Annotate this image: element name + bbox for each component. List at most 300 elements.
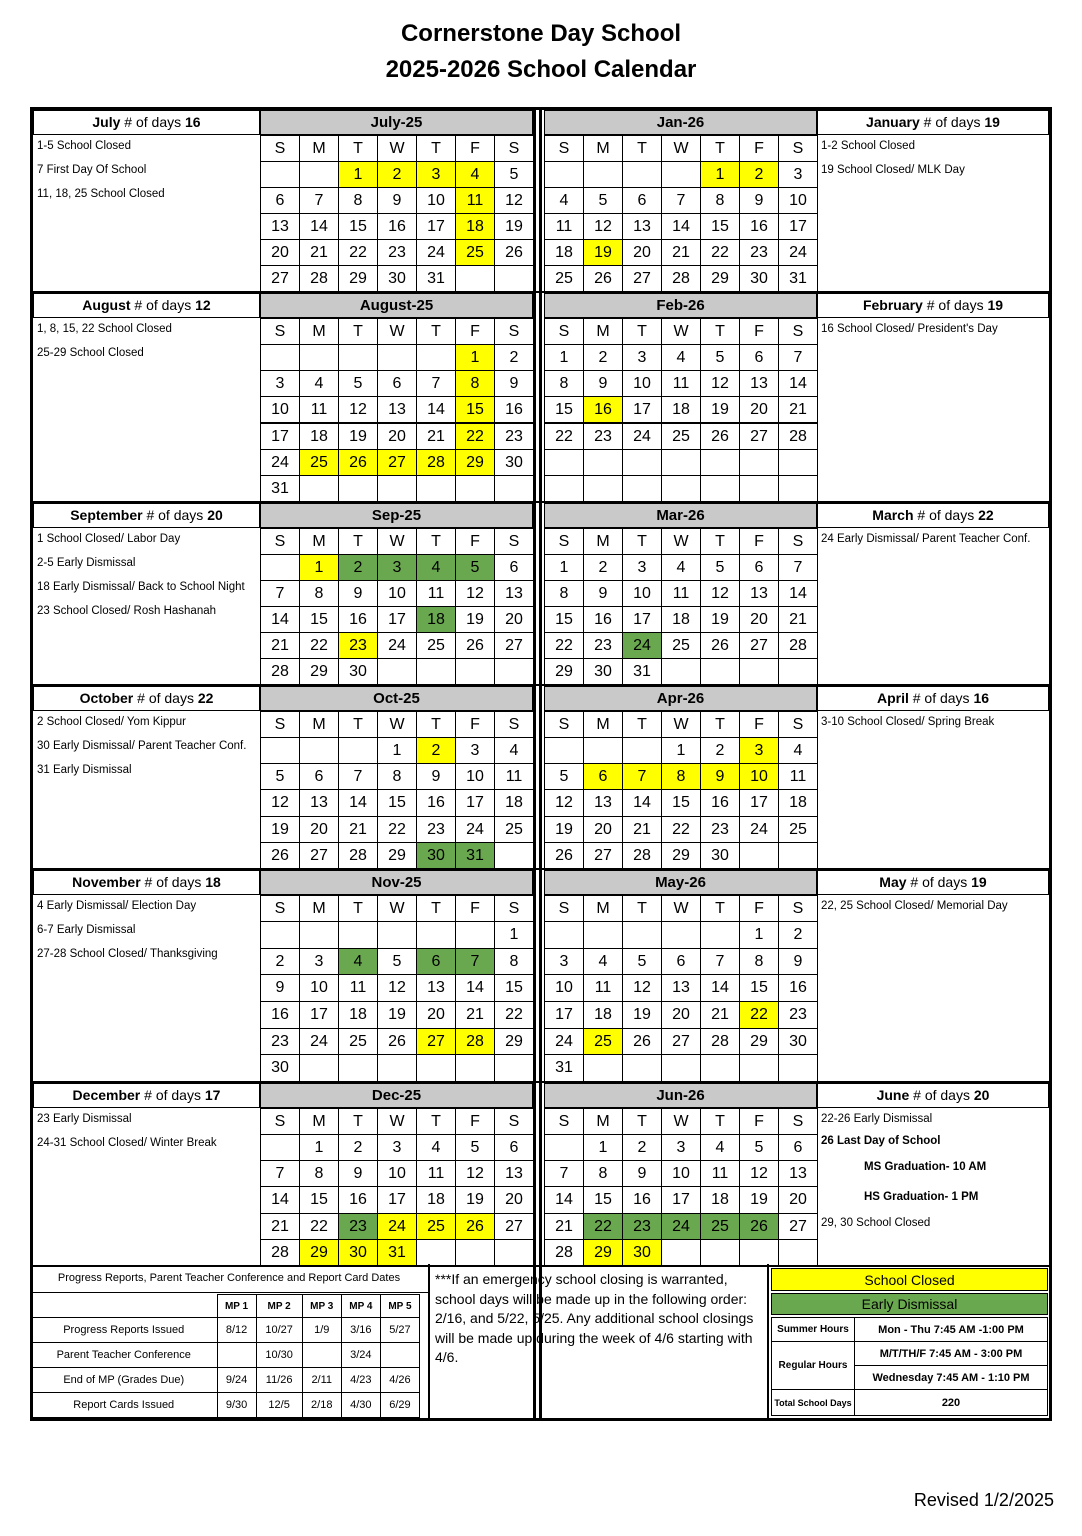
- day-cell: [338, 737, 378, 764]
- emergency-notice: ***If an emergency school closing is warranted, school days will be made up in the following order: 2/16, and 5/22, 5/25. Any additional school closings will be made up during the week of 4/6 starting with 4/6.: [435, 1271, 754, 1365]
- month-calendar: [260, 293, 533, 503]
- month-name: October: [79, 690, 134, 706]
- day-cell: [416, 921, 456, 949]
- mp-value: 6/29: [380, 1393, 419, 1418]
- day-cell: 13: [260, 213, 300, 240]
- day-cell: 5: [700, 344, 740, 371]
- weekday-header: F: [455, 1108, 495, 1135]
- day-cell: 21: [700, 1001, 740, 1029]
- day-cell: [778, 842, 818, 869]
- mp-value: 3/24: [341, 1343, 380, 1368]
- day-cell: [583, 449, 623, 476]
- day-cell: 11: [700, 1160, 740, 1187]
- month-title: Jan-26: [544, 110, 817, 135]
- weekday-header: W: [661, 318, 701, 345]
- month-title: August-25: [260, 293, 533, 318]
- day-cell: 13: [739, 370, 779, 397]
- day-cell: 19: [622, 1001, 662, 1029]
- day-cell: 22: [661, 816, 701, 843]
- month-title: Oct-25: [260, 686, 533, 711]
- weekday-header: W: [377, 1108, 417, 1135]
- day-cell: 21: [622, 816, 662, 843]
- revised-date: Revised 1/2/2025: [913, 1490, 1054, 1510]
- day-cell: 1: [661, 737, 701, 764]
- mp-value: 8/12: [217, 1318, 256, 1343]
- note-item: 26 Last Day of School: [821, 1135, 941, 1147]
- day-cell: 11: [338, 974, 378, 1002]
- day-cell: 26: [260, 842, 300, 869]
- day-cell: 15: [661, 789, 701, 816]
- divider: [767, 1264, 769, 1421]
- month-title: Sep-25: [260, 503, 533, 528]
- day-cell: 23: [260, 1028, 300, 1056]
- day-cell: 30: [778, 1028, 818, 1056]
- day-cell: 11: [416, 580, 456, 607]
- day-cell: 16: [338, 606, 378, 633]
- day-cell: [260, 344, 300, 371]
- mp-value: 4/26: [380, 1368, 419, 1393]
- weekday-header: T: [622, 318, 662, 345]
- day-cell: 9: [622, 1160, 662, 1187]
- days-count: 20: [207, 507, 223, 523]
- mp-value: 1/9: [302, 1318, 341, 1343]
- day-cell: 22: [583, 1213, 623, 1240]
- month-days-header: [817, 1083, 1049, 1108]
- day-cell: [700, 449, 740, 476]
- day-cell: 10: [377, 580, 417, 607]
- day-cell: [260, 737, 300, 764]
- days-count: 16: [973, 690, 990, 706]
- day-cell: 2: [416, 737, 456, 764]
- day-cell: 9: [260, 974, 300, 1002]
- day-cell: 7: [338, 763, 378, 790]
- day-cell: 23: [583, 423, 623, 450]
- days-label: # of days: [923, 114, 981, 130]
- day-cell: 22: [544, 632, 584, 659]
- day-cell: 24: [739, 816, 779, 843]
- day-cell: 28: [661, 265, 701, 292]
- days-count: 17: [204, 1087, 221, 1103]
- day-cell: 15: [455, 396, 495, 423]
- day-cell: 16: [622, 1186, 662, 1213]
- day-cell: 6: [299, 763, 339, 790]
- day-cell: 21: [260, 632, 300, 659]
- day-cell: [544, 449, 584, 476]
- days-label: # of days: [917, 507, 975, 523]
- day-cell: 12: [700, 370, 740, 397]
- day-cell: 4: [416, 1134, 456, 1161]
- weekday-header: T: [416, 1108, 456, 1135]
- weekday-header: T: [700, 1108, 740, 1135]
- day-cell: [494, 842, 534, 869]
- hours-table: [771, 1317, 1048, 1416]
- mp-row-label: End of MP (Grades Due): [31, 1368, 218, 1393]
- day-cell: 25: [416, 632, 456, 659]
- weekday-header: T: [700, 318, 740, 345]
- month-calendar: [544, 110, 817, 293]
- day-cell: [739, 475, 779, 502]
- mp-value: [302, 1343, 341, 1368]
- day-cell: 18: [661, 606, 701, 633]
- day-cell: 27: [416, 1028, 456, 1056]
- day-cell: 16: [700, 789, 740, 816]
- day-cell: 15: [338, 213, 378, 240]
- day-cell: 10: [778, 187, 818, 214]
- day-cell: 7: [416, 370, 456, 397]
- notes-list: [821, 900, 1047, 1079]
- day-cell: 6: [739, 344, 779, 371]
- note-item: 1-2 School Closed: [821, 140, 915, 152]
- day-cell: 30: [700, 842, 740, 869]
- note-item: 2 School Closed/ Yom Kippur: [37, 716, 186, 728]
- day-cell: 27: [778, 1213, 818, 1240]
- month-days-header: [33, 870, 260, 895]
- day-cell: [377, 921, 417, 949]
- day-cell: 25: [494, 816, 534, 843]
- day-cell: 29: [377, 842, 417, 869]
- weekday-header: T: [700, 528, 740, 555]
- mp-header: MP 2: [256, 1295, 302, 1318]
- day-cell: 2: [622, 1134, 662, 1161]
- weekday-header: T: [700, 895, 740, 922]
- day-cell: 24: [377, 1213, 417, 1240]
- weekday-header: T: [622, 135, 662, 162]
- day-cell: 5: [739, 1134, 779, 1161]
- day-cell: [416, 658, 456, 685]
- day-cell: 12: [622, 974, 662, 1002]
- day-cell: [583, 737, 623, 764]
- day-cell: 15: [700, 213, 740, 240]
- month-calendar: [260, 110, 533, 293]
- day-cell: 16: [338, 1186, 378, 1213]
- weekday-header: F: [739, 895, 779, 922]
- day-cell: 4: [494, 737, 534, 764]
- day-cell: [661, 449, 701, 476]
- day-cell: [700, 1054, 740, 1082]
- day-cell: 27: [299, 842, 339, 869]
- note-item: 23 Early Dismissal: [37, 1113, 132, 1125]
- day-cell: 26: [622, 1028, 662, 1056]
- day-cell: 7: [778, 554, 818, 581]
- day-cell: 10: [416, 187, 456, 214]
- day-cell: 19: [455, 606, 495, 633]
- note-item: HS Graduation- 1 PM: [864, 1191, 979, 1203]
- day-cell: 22: [299, 632, 339, 659]
- day-cell: 2: [778, 921, 818, 949]
- day-cell: 11: [455, 187, 495, 214]
- days-count: 16: [185, 114, 201, 130]
- day-cell: 18: [455, 213, 495, 240]
- day-cell: 8: [700, 187, 740, 214]
- day-cell: 18: [661, 396, 701, 423]
- mp-row-label: Parent Teacher Conference: [31, 1343, 218, 1368]
- day-cell: 16: [583, 606, 623, 633]
- bottom-section: [30, 1264, 1052, 1421]
- day-cell: 6: [377, 370, 417, 397]
- day-cell: 31: [622, 658, 662, 685]
- weekday-header: S: [494, 895, 534, 922]
- weekday-header: S: [494, 528, 534, 555]
- day-cell: [377, 658, 417, 685]
- day-cell: 24: [622, 423, 662, 450]
- notes-list: [37, 716, 258, 866]
- month-name: August: [82, 297, 131, 313]
- day-cell: 25: [661, 632, 701, 659]
- day-cell: 3: [661, 1134, 701, 1161]
- day-cell: 3: [455, 737, 495, 764]
- note-item: 1-5 School Closed: [37, 140, 131, 152]
- note-item: 2-5 Early Dismissal: [37, 557, 136, 569]
- day-cell: [661, 1054, 701, 1082]
- notes-list: [821, 533, 1047, 682]
- day-cell: [260, 1134, 300, 1161]
- day-cell: 20: [299, 816, 339, 843]
- month-name: July: [92, 114, 121, 130]
- day-cell: 19: [260, 816, 300, 843]
- notes-list: [37, 533, 258, 682]
- mp-value: [217, 1343, 256, 1368]
- day-cell: 24: [778, 239, 818, 266]
- day-cell: [583, 161, 623, 188]
- day-cell: 7: [622, 763, 662, 790]
- day-cell: 18: [700, 1186, 740, 1213]
- days-label: # of days: [146, 507, 204, 523]
- day-cell: 3: [377, 554, 417, 581]
- day-cell: 28: [260, 658, 300, 685]
- day-cell: 7: [455, 948, 495, 976]
- day-cell: 6: [622, 187, 662, 214]
- day-cell: 20: [416, 1001, 456, 1029]
- weekday-header: W: [377, 528, 417, 555]
- mp-header: MP 5: [380, 1295, 419, 1318]
- day-cell: 26: [739, 1213, 779, 1240]
- day-cell: [338, 475, 378, 502]
- month-calendar: [544, 503, 817, 686]
- day-cell: 16: [377, 213, 417, 240]
- day-cell: [260, 554, 300, 581]
- day-cell: 20: [377, 423, 417, 450]
- day-cell: 17: [455, 789, 495, 816]
- calendar-title: 2025-2026 School Calendar: [385, 56, 697, 83]
- weekday-header: M: [299, 895, 339, 922]
- day-cell: 2: [583, 344, 623, 371]
- weekday-header: F: [455, 135, 495, 162]
- weekday-header: M: [299, 135, 339, 162]
- day-cell: 29: [739, 1028, 779, 1056]
- day-cell: 7: [544, 1160, 584, 1187]
- day-cell: 13: [583, 789, 623, 816]
- day-cell: 6: [778, 1134, 818, 1161]
- day-cell: 25: [778, 816, 818, 843]
- day-cell: [494, 1054, 534, 1082]
- day-cell: 29: [661, 842, 701, 869]
- day-cell: [494, 265, 534, 292]
- day-cell: 8: [739, 948, 779, 976]
- day-cell: 16: [583, 396, 623, 423]
- weekday-header: S: [778, 711, 818, 738]
- day-cell: [544, 475, 584, 502]
- month-calendar: [544, 870, 817, 1083]
- day-cell: 30: [377, 265, 417, 292]
- day-cell: 14: [778, 580, 818, 607]
- day-cell: 22: [299, 1213, 339, 1240]
- day-cell: 30: [416, 842, 456, 869]
- day-cell: 18: [416, 606, 456, 633]
- day-cell: 21: [778, 606, 818, 633]
- day-cell: 10: [544, 974, 584, 1002]
- day-cell: 17: [778, 213, 818, 240]
- day-cell: 5: [583, 187, 623, 214]
- day-cell: 4: [544, 187, 584, 214]
- day-cell: 8: [338, 187, 378, 214]
- day-cell: [661, 658, 701, 685]
- note-item: 29, 30 School Closed: [821, 1217, 931, 1229]
- day-cell: 21: [778, 396, 818, 423]
- day-cell: 15: [299, 606, 339, 633]
- day-cell: [338, 921, 378, 949]
- days-label: # of days: [144, 874, 202, 890]
- day-cell: 14: [338, 789, 378, 816]
- total-days-label: Total School Days: [772, 1390, 855, 1416]
- day-cell: [778, 1054, 818, 1082]
- day-cell: 9: [338, 1160, 378, 1187]
- day-cell: 22: [338, 239, 378, 266]
- day-cell: 9: [778, 948, 818, 976]
- weekday-header: S: [544, 1108, 584, 1135]
- day-cell: 31: [544, 1054, 584, 1082]
- day-cell: 25: [583, 1028, 623, 1056]
- note-item: 7 First Day Of School: [37, 164, 147, 176]
- mp-value: 2/18: [302, 1393, 341, 1418]
- weekday-header: S: [260, 1108, 300, 1135]
- day-cell: 14: [299, 213, 339, 240]
- day-cell: 20: [661, 1001, 701, 1029]
- day-cell: 31: [778, 265, 818, 292]
- month-title: May-26: [544, 870, 817, 895]
- weekday-header: F: [739, 1108, 779, 1135]
- day-cell: [544, 921, 584, 949]
- day-cell: 29: [583, 1239, 623, 1266]
- month-name: September: [70, 507, 143, 523]
- day-cell: 11: [494, 763, 534, 790]
- day-cell: 15: [544, 606, 584, 633]
- day-cell: 11: [661, 580, 701, 607]
- note-item: 27-28 School Closed/ Thanksgiving: [37, 948, 218, 960]
- day-cell: 15: [583, 1186, 623, 1213]
- day-cell: [622, 449, 662, 476]
- weekday-header: F: [455, 895, 495, 922]
- day-cell: 21: [260, 1213, 300, 1240]
- day-cell: [299, 1054, 339, 1082]
- weekday-header: T: [416, 528, 456, 555]
- day-cell: 6: [661, 948, 701, 976]
- day-cell: 12: [455, 1160, 495, 1187]
- day-cell: [661, 1239, 701, 1266]
- note-item: 24-31 School Closed/ Winter Break: [37, 1137, 217, 1149]
- days-count: 19: [987, 297, 1004, 313]
- day-cell: 12: [377, 974, 417, 1002]
- day-cell: 14: [455, 974, 495, 1002]
- month-title: Dec-25: [260, 1083, 533, 1108]
- day-cell: 6: [494, 1134, 534, 1161]
- month-days-header: [817, 293, 1049, 318]
- weekday-header: M: [583, 318, 623, 345]
- day-cell: 5: [622, 948, 662, 976]
- total-days: 220: [855, 1390, 1048, 1416]
- day-cell: 5: [455, 554, 495, 581]
- regular-hours-2: Wednesday 7:45 AM - 1:10 PM: [855, 1366, 1048, 1390]
- day-cell: 29: [455, 449, 495, 476]
- day-cell: 19: [700, 606, 740, 633]
- weekday-header: T: [622, 895, 662, 922]
- days-label: # of days: [137, 690, 194, 706]
- day-cell: 27: [377, 449, 417, 476]
- day-cell: 19: [739, 1186, 779, 1213]
- day-cell: 24: [661, 1213, 701, 1240]
- day-cell: 23: [700, 816, 740, 843]
- day-cell: 1: [338, 161, 378, 188]
- day-cell: [700, 475, 740, 502]
- day-cell: 1: [455, 344, 495, 371]
- day-cell: 25: [455, 239, 495, 266]
- regular-hours-label: Regular Hours: [772, 1342, 855, 1390]
- day-cell: 13: [739, 580, 779, 607]
- mp-header: MP 4: [341, 1295, 380, 1318]
- weekday-header: M: [299, 711, 339, 738]
- day-cell: [299, 921, 339, 949]
- mp-header: MP 1: [217, 1295, 256, 1318]
- day-cell: 15: [544, 396, 584, 423]
- weekday-header: S: [494, 135, 534, 162]
- mp-value: 5/27: [380, 1318, 419, 1343]
- day-cell: 26: [377, 1028, 417, 1056]
- weekday-header: S: [260, 135, 300, 162]
- mp-value: [380, 1343, 419, 1368]
- day-cell: [260, 161, 300, 188]
- day-cell: 3: [416, 161, 456, 188]
- day-cell: 26: [455, 632, 495, 659]
- note-item: 1, 8, 15, 22 School Closed: [37, 323, 172, 335]
- day-cell: 18: [416, 1186, 456, 1213]
- day-cell: 24: [416, 239, 456, 266]
- day-cell: 8: [544, 580, 584, 607]
- day-cell: 3: [377, 1134, 417, 1161]
- day-cell: 24: [544, 1028, 584, 1056]
- day-cell: 24: [622, 632, 662, 659]
- weekday-header: F: [739, 711, 779, 738]
- day-cell: 24: [260, 449, 300, 476]
- day-cell: [455, 265, 495, 292]
- day-cell: 28: [260, 1239, 300, 1266]
- day-cell: 11: [299, 396, 339, 423]
- day-cell: 10: [299, 974, 339, 1002]
- day-cell: 31: [416, 265, 456, 292]
- day-cell: [299, 161, 339, 188]
- day-cell: 22: [455, 423, 495, 450]
- day-cell: 23: [377, 239, 417, 266]
- day-cell: 1: [299, 554, 339, 581]
- day-cell: 27: [583, 842, 623, 869]
- notes-list: [821, 1113, 1047, 1263]
- day-cell: 28: [778, 423, 818, 450]
- day-cell: 11: [416, 1160, 456, 1187]
- day-cell: 5: [544, 763, 584, 790]
- day-cell: 6: [583, 763, 623, 790]
- weekday-header: F: [739, 135, 779, 162]
- day-cell: 8: [299, 1160, 339, 1187]
- day-cell: 29: [299, 658, 339, 685]
- days-label: # of days: [124, 114, 182, 130]
